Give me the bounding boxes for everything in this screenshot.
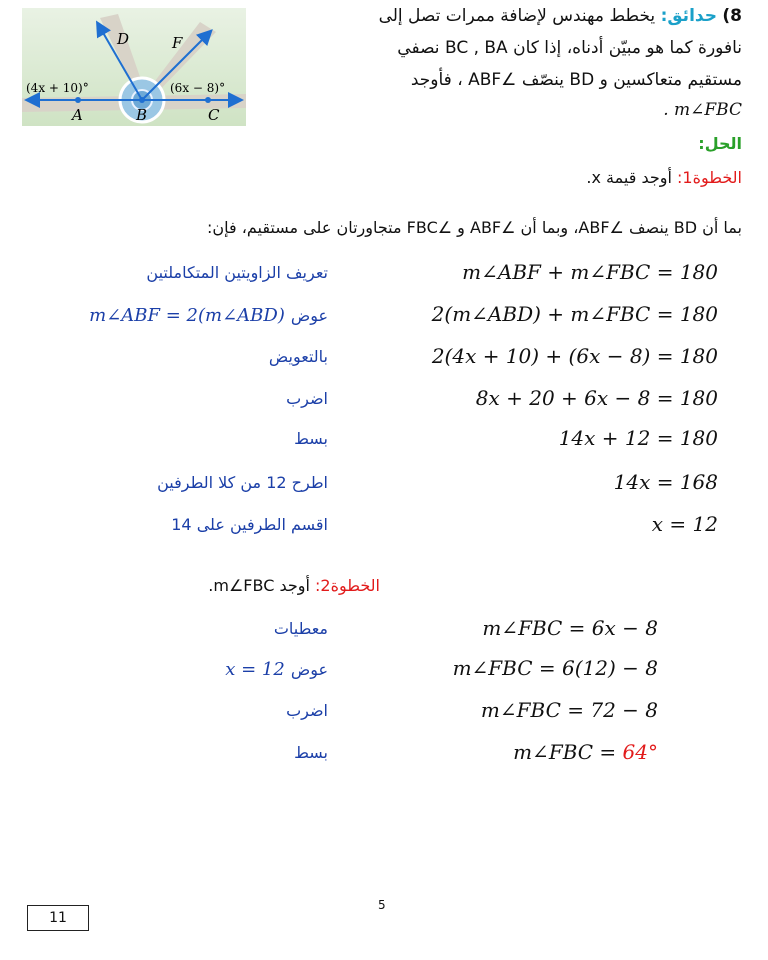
reason-text: بسط [294, 743, 328, 762]
reason [274, 619, 328, 638]
reason [171, 515, 328, 534]
step1-label: الخطوة1: [677, 168, 742, 187]
reason-text: اضرب [286, 701, 328, 720]
reason-text: بالتعويض [268, 347, 328, 366]
equation: 2(m∠ABD) + m∠FBC = 180 [431, 302, 718, 326]
equation: x = 12 [651, 512, 718, 536]
reason-text: عوض [290, 306, 328, 325]
reason [225, 659, 328, 680]
problem-heading: حدائق: [660, 6, 717, 26]
equation-prefix: m∠FBC = [513, 740, 623, 764]
problem-line-2: نافورة كما هو مبيّن أدناه، إذا كان BC , BA نصفي [397, 38, 742, 58]
reason-text: تعريف الزاويتين المتكاملتين [146, 263, 328, 282]
page-number: 5 [378, 898, 386, 912]
label-a: A [72, 106, 83, 124]
step2-label: الخطوة2: [315, 576, 380, 595]
reason-text: اطرح 12 من كلا الطرفين [157, 473, 328, 492]
equation: 14x + 12 = 180 [558, 426, 718, 450]
solution-label: الحل: [698, 134, 742, 153]
step1-text: أوجد قيمة x. [586, 168, 672, 187]
page-box-number: 11 [27, 905, 89, 931]
step1-heading [586, 168, 742, 187]
problem-line-3: مستقيم متعاكسين و BD ينصّف ∠ABF ، فأوجد [410, 70, 742, 90]
reason [294, 743, 328, 762]
equation: 14x = 168 [613, 470, 718, 494]
label-c: C [208, 106, 220, 124]
problem-number: 8) [722, 6, 742, 26]
reason [89, 305, 328, 326]
problem-line-4: . m∠FBC [663, 100, 742, 120]
reason-text: بسط [294, 429, 328, 448]
reason [157, 473, 328, 492]
final-answer: 64° [622, 740, 658, 764]
label-f: F [172, 34, 183, 52]
equation: 2(4x + 10) + (6x − 8) = 180 [431, 344, 718, 368]
equation: m∠FBC = 6(12) − 8 [452, 656, 658, 680]
label-right-angle: (6x − 8)° [170, 81, 226, 95]
reason-expression: m∠ABF = 2(m∠ABD) [89, 305, 285, 326]
problem-text-1: يخطط مهندس لإضافة ممرات تصل إلى [378, 6, 656, 26]
equation: m∠ABF + m∠FBC = 180 [462, 260, 718, 284]
reason [269, 347, 328, 366]
equation: m∠FBC = 72 − 8 [480, 698, 658, 722]
reason [146, 263, 328, 282]
reason [294, 429, 328, 448]
label-d: D [117, 30, 130, 48]
label-b: B [136, 106, 148, 124]
equation [513, 740, 658, 764]
reason-expression: x = 12 [225, 659, 285, 680]
equation: m∠FBC = 6x − 8 [482, 616, 658, 640]
reason-text: اضرب [286, 389, 328, 408]
intro-text: بما أن BD ينصف ∠ABF، وبما أن ∠ABF و ∠FBC متجاورتان على مستقيم، فإن: [206, 218, 742, 237]
problem-line-1 [379, 6, 742, 26]
reason [286, 389, 328, 408]
reason-text: عوض [290, 660, 328, 679]
equation: 8x + 20 + 6x − 8 = 180 [475, 386, 718, 410]
label-left-angle: (4x + 10)° [26, 81, 89, 95]
angle-diagram [22, 8, 246, 126]
step2-text: أوجد m∠FBC. [208, 576, 310, 595]
reason-text: معطيات [273, 619, 328, 638]
reason [286, 701, 328, 720]
figure-fountain-paths [22, 8, 246, 126]
step2-heading [208, 576, 380, 595]
reason-text: اقسم الطرفين على 14 [171, 515, 328, 534]
